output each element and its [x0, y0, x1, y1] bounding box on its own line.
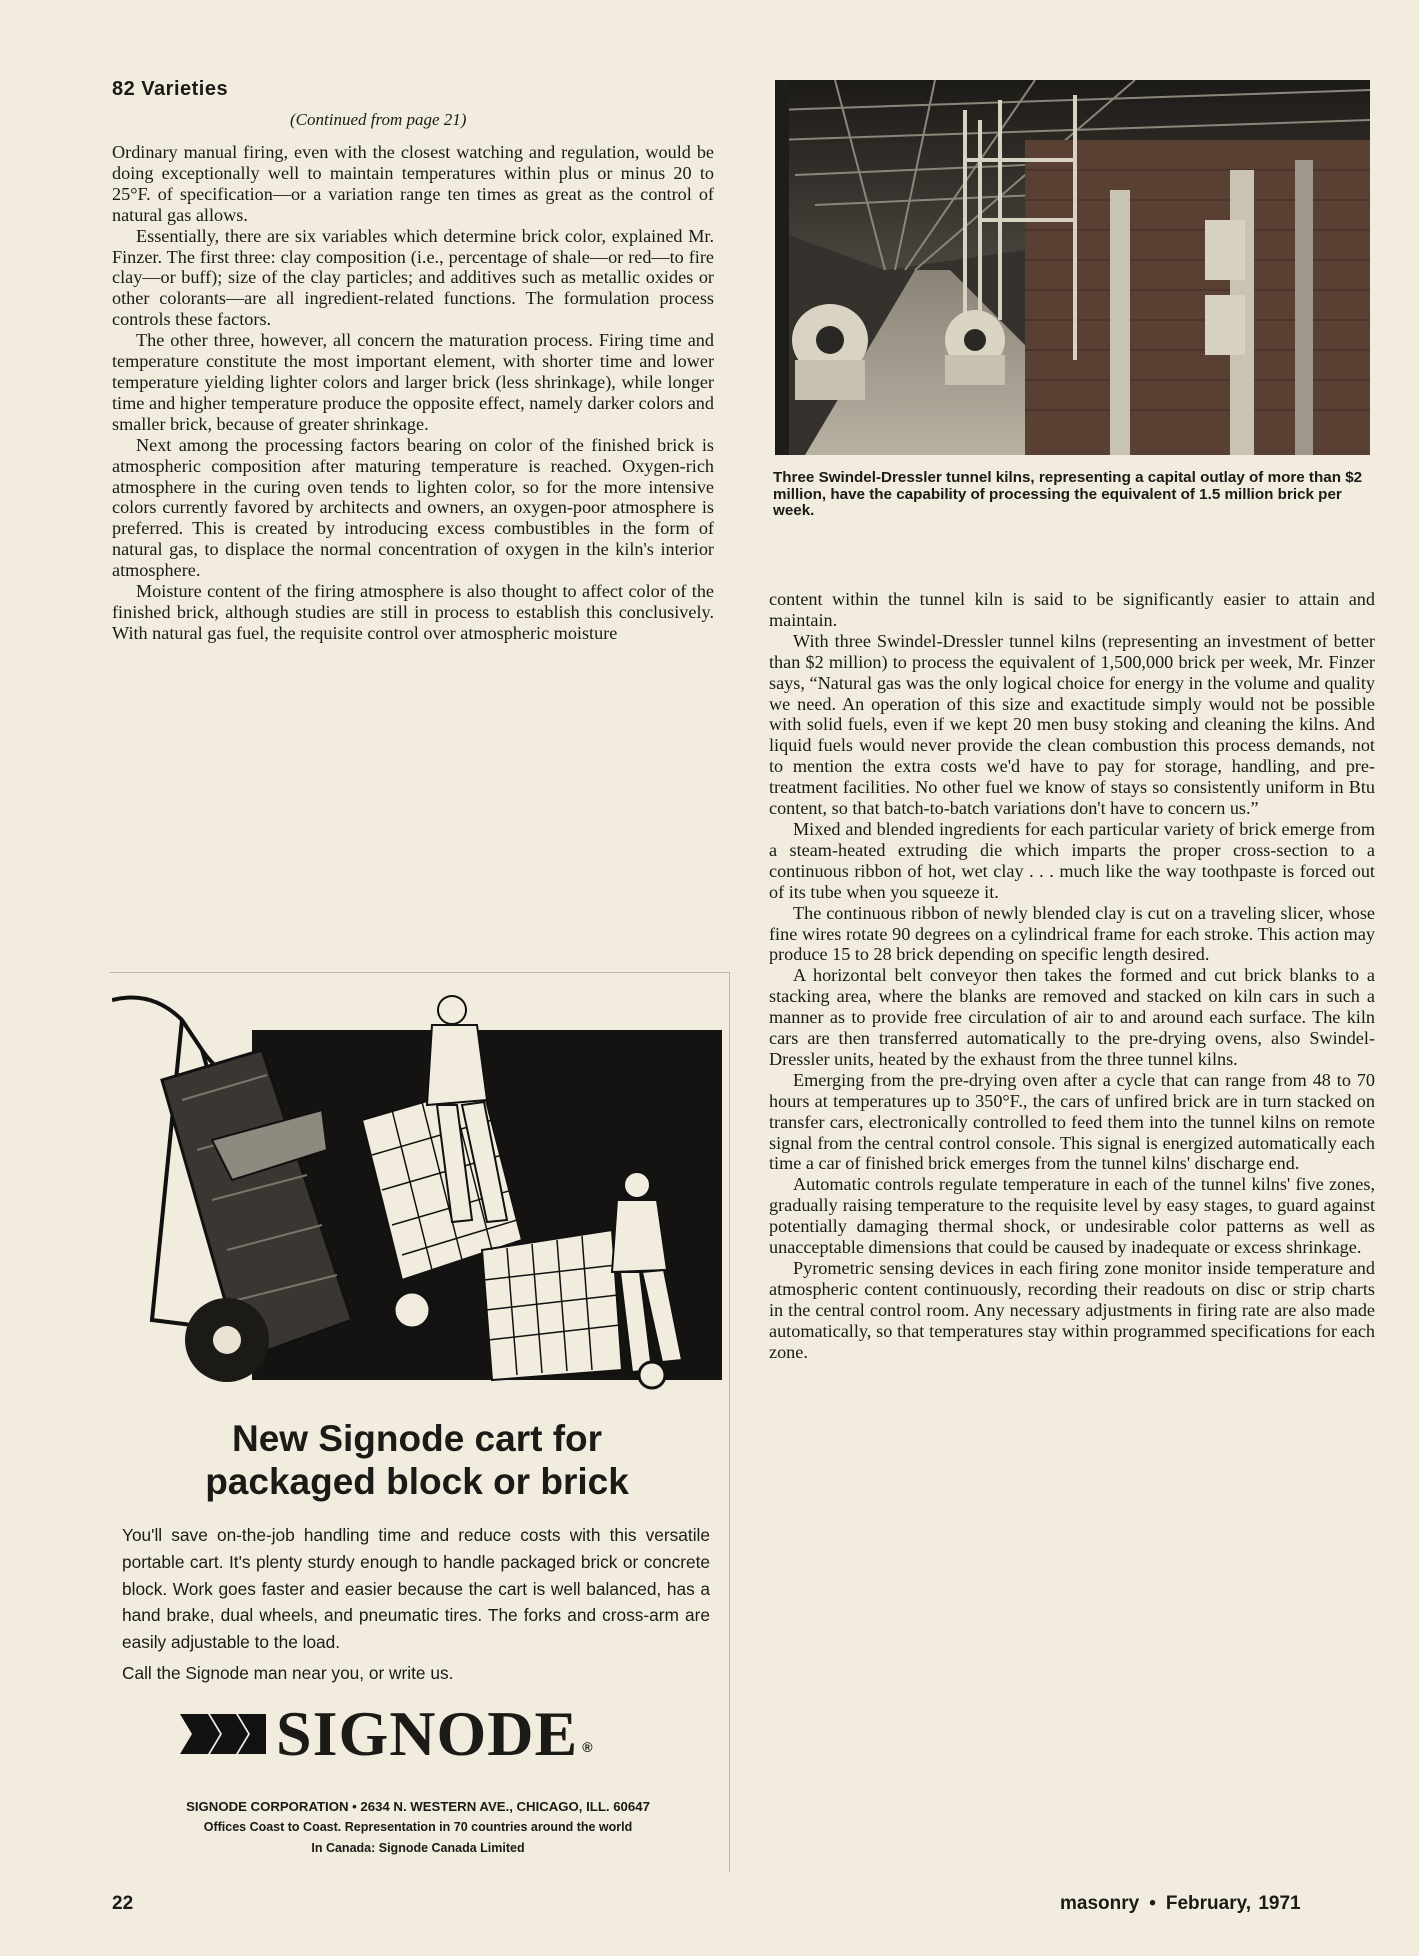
publication-footer: [1060, 1893, 1301, 1915]
signode-logo-text: SIGNODE: [276, 1698, 579, 1769]
ad-offices-line: Offices Coast to Coast. Representation in 70 countries around the world: [203, 1820, 633, 1834]
paragraph: The continuous ribbon of newly blended clay is cut on a traveling slicer, whose fine wires rotate 90 degrees on a cylindrical frame for each stroke. This action may produce 15 to 28 brick depending on specific length desired.: [769, 902, 1375, 965]
paragraph: A horizontal belt conveyor then takes the formed and cut brick blanks to a stacking area, where the blanks are removed and stacked on kiln cars in such a manner as to provide free circulation of air to and around each surface. The kiln cars are then transferred automatically to the pre-drying ovens, also Swindel-Dressler units, heated by the exhaust from the three tunnel kilns.: [769, 965, 1375, 1069]
paragraph: The other three, however, all concern the maturation process. Firing time and temperature constitute the most important element, with shorter time and lower temperature yielding lighter colors and larger brick (less shrinkage), while longer time and higher temperature produce the opposite effect, namely darker colors and smaller brick, because of greater shrinkage.: [112, 330, 714, 434]
ad-address-block: [112, 1796, 724, 1859]
paragraph: With three Swindel-Dressler tunnel kilns (representing an investment of better than $2 million) to process the equivalent of 1,500,000 brick per week, Mr. Finzer says, “Natural gas was the only logical choice for energy in the volume and quality we need. An operation of this size and exactitude simply would not be possible with solid fuels, even if we kept 20 men busy stoking and cleaning the kilns. And liquid fuels would never provide the clean combustion this process demands, not to mention the extra costs we'd have to pay for storage, handling, and pre-treatment facilities. No other fuel we know of stays so consistently uniform in Btu content, so that batch-to-batch variations don't have to concern us.”: [769, 630, 1375, 819]
ad-address-line: SIGNODE CORPORATION • 2634 N. WESTERN AVE., CHICAGO, ILL. 60647: [186, 1799, 650, 1814]
page-number: 22: [112, 1893, 134, 1914]
cart-illustration: [112, 990, 724, 1390]
footer-separator: •: [1149, 1893, 1156, 1914]
cart-drawing: [112, 990, 724, 1390]
paragraph: Ordinary manual firing, even with the closest watching and regulation, would be doing exceptionally well to maintain temperatures within plus or minus 20 to 25°F. of specification—or a variation range ten times as great as the control of natural gas allows.: [112, 142, 714, 225]
ad-canada-line: In Canada: Signode Canada Limited: [311, 1841, 525, 1855]
paragraph: Essentially, there are six variables which determine brick color, explained Mr. Finzer. The first three: clay composition (i.e., percentage of shale—or red—to fire clay—or buff); size of the clay particles; and additives such as metallic oxides or other colorants—are all ingredient-related functions. The formulation process controls these factors.: [112, 225, 714, 330]
kiln-photo-illustration: [775, 80, 1370, 455]
paragraph: content within the tunnel kiln is said to be significantly easier to attain and maintain.: [769, 589, 1375, 630]
kiln-photo: [775, 80, 1370, 455]
signode-logo: [180, 1700, 593, 1768]
paragraph: Moisture content of the firing atmosphere is also thought to affect color of the finished brick, although studies are still in process to establish this conclusively. With natural gas fuel, the requisite control over atmospheric moisture: [112, 581, 714, 643]
photo-caption: Three Swindel-Dressler tunnel kilns, representing a capital outlay of more than $2 million, have the capability of processing the equivalent of 1.5 million brick per week.: [773, 469, 1363, 520]
signode-logo-mark-icon: [180, 1714, 266, 1754]
paragraph: Pyrometric sensing devices in each firing zone monitor inside temperature and atmospheric content continuously, recording their readouts on disc or strip charts in the central control room. Any necessary adjustments in firing rate are also made automatically, so that temperatures stay within programmed specifications for each zone.: [769, 1258, 1375, 1362]
ad-headline-line-2: packaged block or brick: [205, 1461, 629, 1502]
ad-call-to-action: Call the Signode man near you, or write us.: [122, 1663, 454, 1683]
publication-name: masonry: [1060, 1893, 1140, 1914]
ad-headline-line-1: New Signode cart for: [231, 1418, 603, 1459]
ad-border-top: [110, 972, 730, 973]
continued-note: (Continued from page 21): [290, 110, 467, 129]
publication-date: February, 1971: [1165, 1893, 1301, 1914]
paragraph: Emerging from the pre-drying oven after a cycle that can range from 48 to 70 hours at temperatures up to 350°F., the cars of unfired brick are in turn stacked on transfer cars, electronically controlled to feed them into the tunnel kilns on remote signal from the central control console. This signal is energized automatically each time a car of finished brick emerges from the tunnel kilns' discharge end.: [769, 1069, 1375, 1174]
ad-border-right: [729, 972, 730, 1872]
ad-body-text: You'll save on-the-job handling time and reduce costs with this versatile portable cart. It's plenty sturdy enough to handle packaged brick or concrete block. Work goes faster and easier because the cart is well balanced, has a hand brake, dual wheels, and pneumatic tires. The forks and cross-arm are easily adjustable to the load.: [122, 1525, 710, 1653]
paragraph: Mixed and blended ingredients for each particular variety of brick emerge from a steam-heated extruding die which imparts the proper cross-section to a continuous ribbon of hot, wet clay . . . much like the way toothpaste is forced out of its tube when you squeeze it.: [769, 818, 1375, 902]
right-column-text: [769, 589, 1375, 1363]
left-column-text: [112, 142, 714, 644]
registered-mark: ®: [582, 1739, 593, 1755]
ad-headline: [112, 1417, 722, 1503]
article-heading: 82 Varieties: [112, 78, 229, 100]
paragraph: Automatic controls regulate temperature in each of the tunnel kilns' five zones, gradually raising temperature to the requisite level by easy stages, to guard against potentially damaging thermal shock, or undesirable color patterns as well as unacceptable dimensions that could be caused by inadequate or excess shrinkage.: [769, 1174, 1375, 1258]
paragraph: Next among the processing factors bearing on color of the finished brick is atmospheric composition after maturing temperature is reached. Oxygen-rich atmosphere in the curing oven tends to lighten color, so for the more intensive colors currently favored by architects and owners, an oxygen-poor atmosphere is preferred. This is created by introducing excess combustibles in the form of natural gas, to displace the normal concentration of oxygen in the kiln's interior atmosphere.: [112, 434, 714, 581]
